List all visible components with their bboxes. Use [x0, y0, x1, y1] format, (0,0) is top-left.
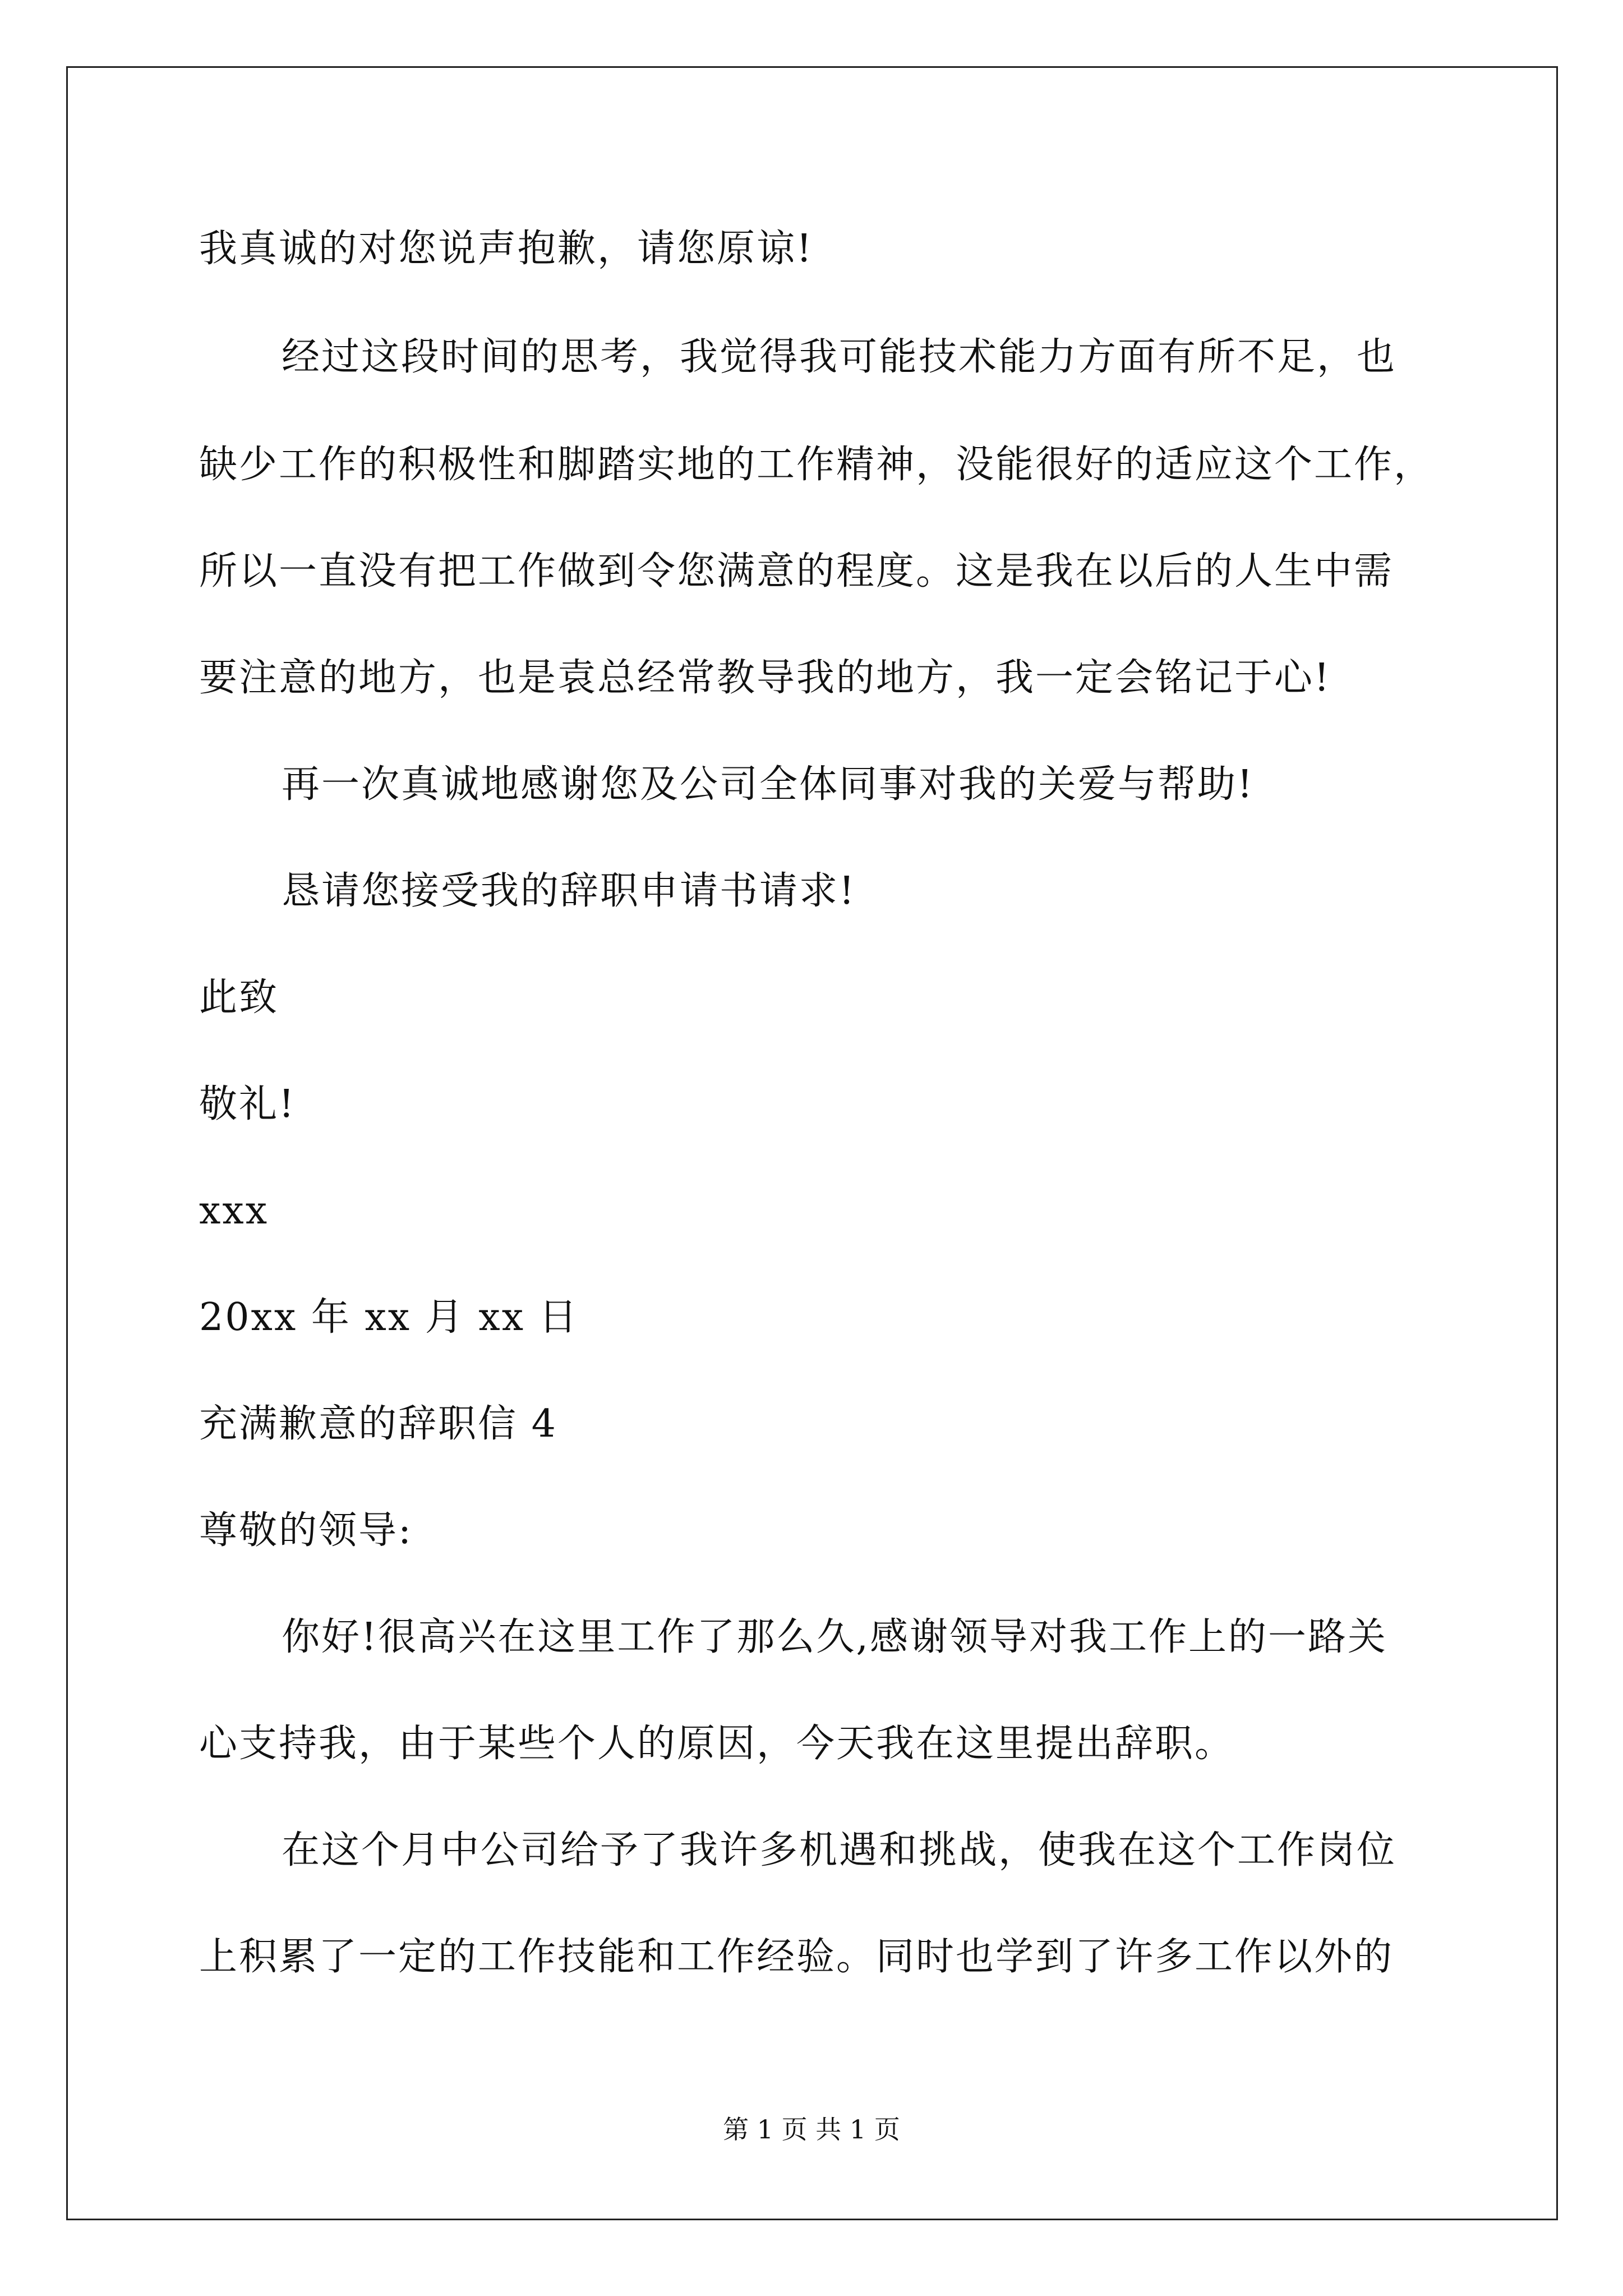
text-line: 你好!很高兴在这里工作了那么久,感谢领导对我工作上的一路关	[282, 1615, 1387, 1659]
text-line: 充满歉意的辞职信 4	[199, 1402, 557, 1446]
text-line: 20xx 年 xx 月 xx 日	[199, 1295, 579, 1340]
text-line: 恳请您接受我的辞职申请书请求!	[282, 869, 856, 913]
page-footer: 第 1 页 共 1 页	[723, 2114, 900, 2145]
text-line: 所以一直没有把工作做到令您满意的程度。这是我在以后的人生中需	[199, 549, 1394, 593]
text-line: 经过这段时间的思考，我觉得我可能技术能力方面有所不足，也	[282, 335, 1397, 379]
text-line: xxx	[199, 1189, 269, 1233]
text-line: 要注意的地方，也是袁总经常教导我的地方，我一定会铭记于心!	[199, 656, 1331, 700]
page-border	[66, 66, 1558, 2220]
text-line: 敬礼!	[199, 1082, 296, 1126]
text-line: 上积累了一定的工作技能和工作经验。同时也学到了许多工作以外的	[199, 1935, 1394, 1979]
text-line: 在这个月中公司给予了我许多机遇和挑战，使我在这个工作岗位	[282, 1828, 1397, 1872]
text-line: 心支持我，由于某些个人的原因，今天我在这里提出辞职。	[199, 1722, 1235, 1766]
text-line: 缺少工作的积极性和脚踏实地的工作精神，没能很好的适应这个工作，	[199, 443, 1434, 487]
text-line: 再一次真诚地感谢您及公司全体同事对我的关爱与帮助!	[282, 762, 1255, 807]
text-line: 尊敬的领导:	[199, 1508, 413, 1553]
text-line: 此致	[199, 976, 279, 1020]
text-line: 我真诚的对您说声抱歉，请您原谅!	[199, 227, 814, 271]
